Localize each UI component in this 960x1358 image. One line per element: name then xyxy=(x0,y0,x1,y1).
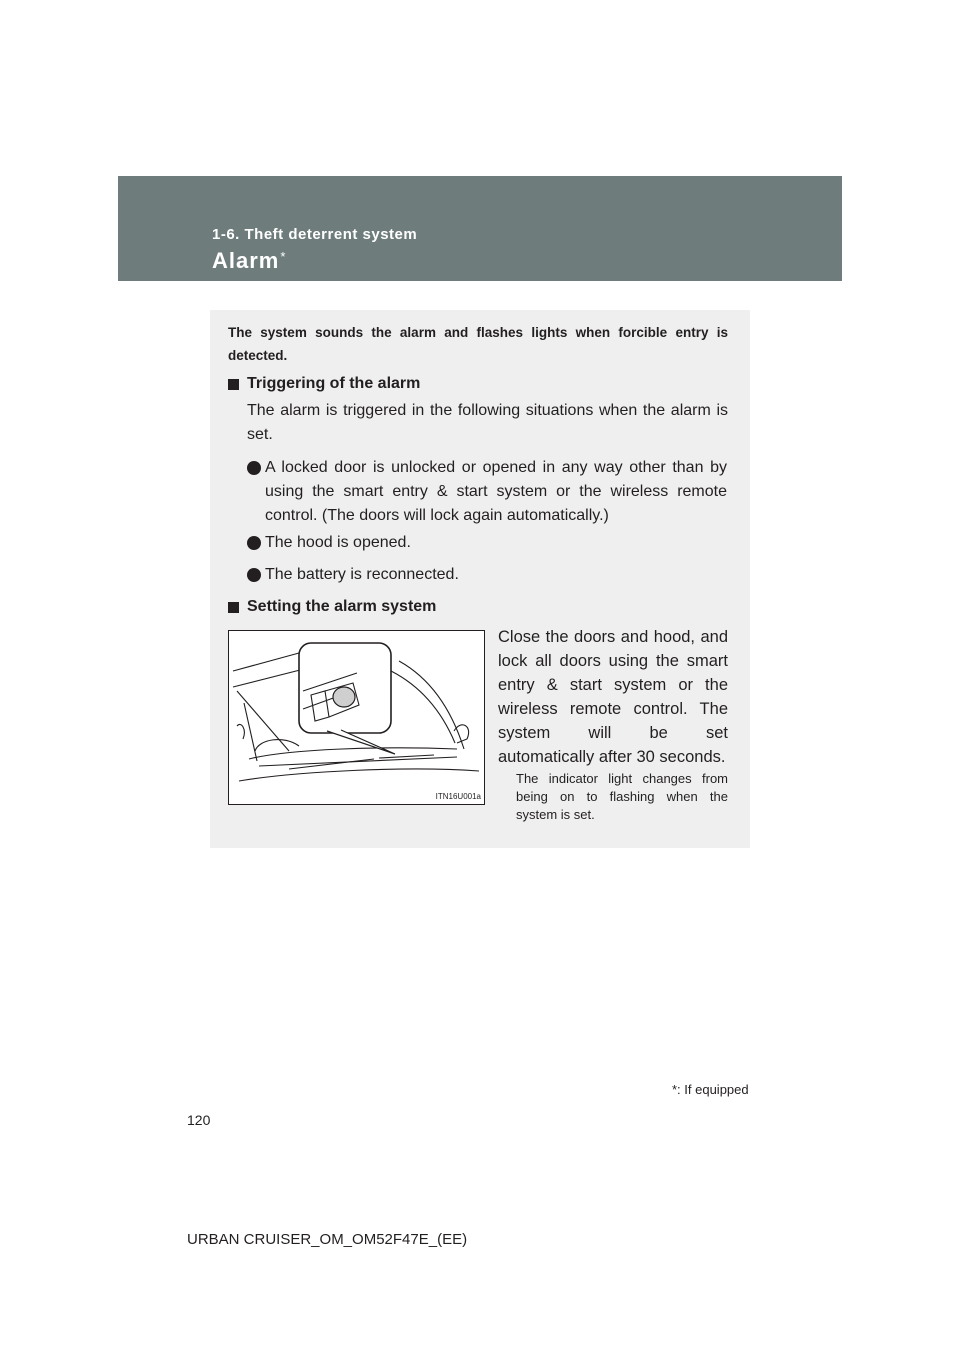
setting-note: The indicator light changes from being on to flashing when the system is set. xyxy=(516,771,728,822)
square-bullet-icon xyxy=(228,379,239,390)
square-bullet-icon xyxy=(228,602,239,613)
windshield-illustration xyxy=(228,630,485,805)
triggering-text: The alarm is triggered in the following situations when the alarm is set. xyxy=(247,402,728,443)
list-item xyxy=(247,456,727,528)
section-label: 1-6. Theft deterrent system xyxy=(212,226,418,243)
bullet-dot-icon xyxy=(247,568,261,582)
equipment-mark: * xyxy=(280,249,287,264)
page-number: 120 xyxy=(187,1112,211,1128)
page-title xyxy=(212,248,286,274)
list-item-text: The hood is opened. xyxy=(265,534,411,551)
intro-text: The system sounds the alarm and flashes lights when forcible entry is detected. xyxy=(228,325,728,363)
bullet-dot-icon xyxy=(247,461,261,475)
setting-heading-text: Setting the alarm system xyxy=(247,598,437,615)
title-text: Alarm xyxy=(212,248,280,273)
triggering-heading xyxy=(228,375,420,393)
content-panel xyxy=(210,310,750,848)
document-id: URBAN CRUISER_OM_OM52F47E_(EE) xyxy=(187,1231,468,1248)
list-item-text: The battery is reconnected. xyxy=(265,566,459,583)
setting-text: Close the doors and hood, and lock all doors using the smart entry & start system or the wireless remote control. The system will be set automatically after 30 seconds. xyxy=(498,628,728,766)
triggering-heading-text: Triggering of the alarm xyxy=(247,375,421,392)
list-item xyxy=(247,531,727,555)
bullet-dot-icon xyxy=(247,536,261,550)
chapter-header xyxy=(118,176,842,281)
alarm-indicator-illustration xyxy=(229,631,484,804)
figure-code: ITN16U001a xyxy=(435,792,481,801)
setting-heading xyxy=(228,598,436,616)
list-item xyxy=(247,563,727,587)
footnote: *: If equipped xyxy=(672,1082,749,1097)
list-item-text: A locked door is unlocked or opened in any way other than by using the smart entry & start system or the wireless remote control. (The doors will lock again automatically.) xyxy=(265,459,727,524)
